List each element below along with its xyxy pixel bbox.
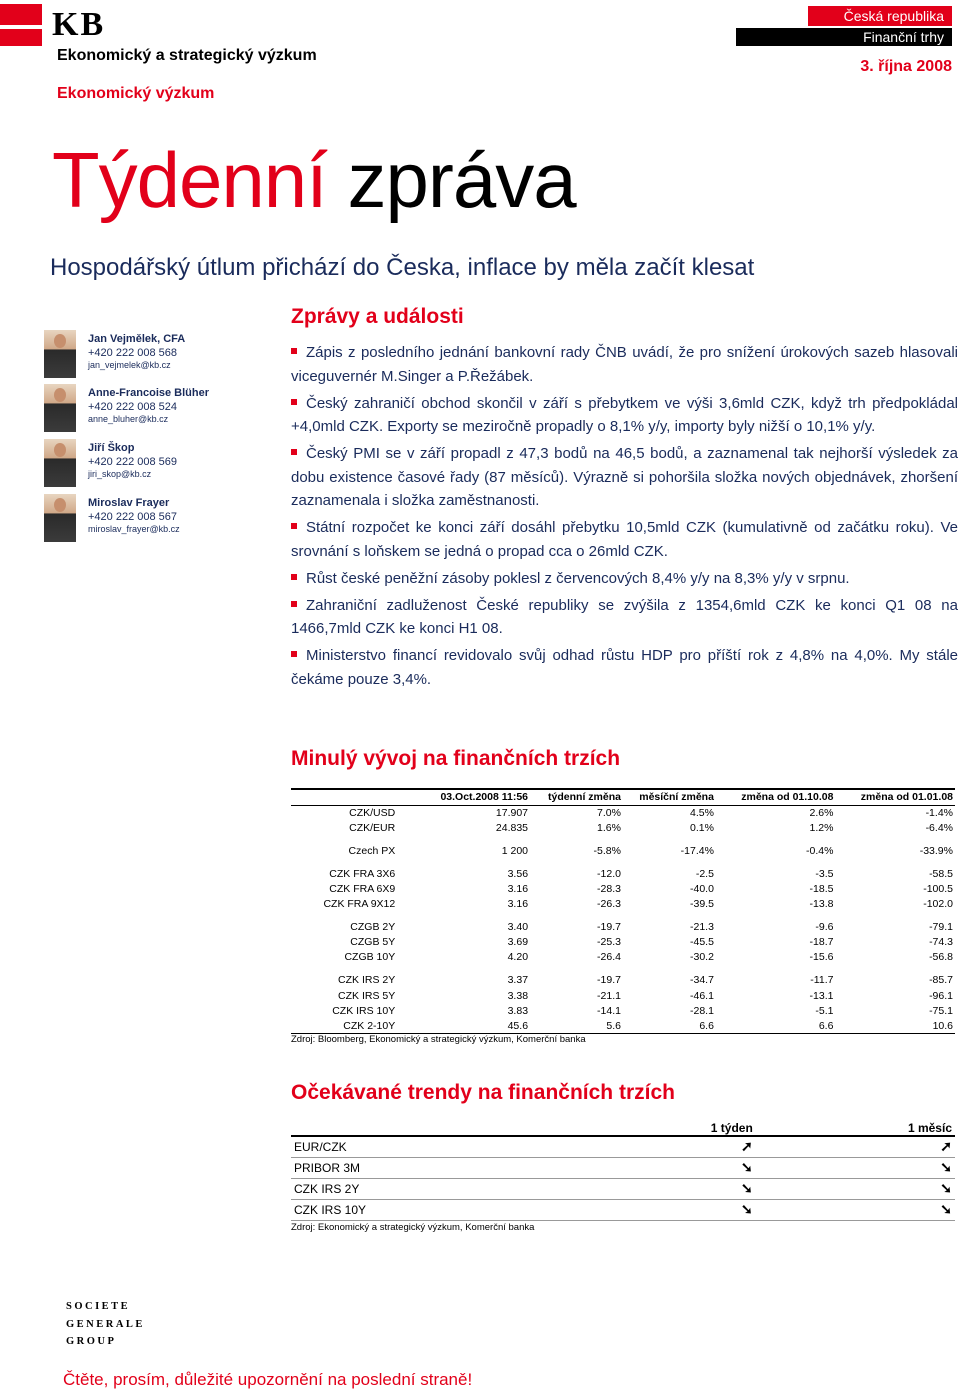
table-cell: -21.1 (597, 989, 621, 1002)
table-row (291, 805, 955, 820)
table-header-cell: změna od 01.10.08 (716, 789, 836, 805)
trends-title: Očekávané trendy na finančních trzích (291, 1081, 675, 1104)
news-item (291, 341, 958, 388)
analyst-photo (44, 494, 76, 542)
table-header-cell: měsíční změna (623, 789, 716, 805)
title-part-black: zpráva (326, 136, 576, 224)
table-cell: CZGB 5Y (350, 936, 396, 949)
spacer-cell (397, 912, 530, 920)
table-cell: 3.83 (507, 1004, 529, 1017)
spacer-cell (623, 965, 716, 973)
bullet-icon (291, 574, 297, 580)
table-row (291, 881, 955, 896)
societe-generale-logo (66, 1298, 145, 1351)
markets-title: Minulý vývoj na finančních trzích (291, 747, 621, 770)
table-row (291, 988, 955, 1003)
table-cell: -28.1 (690, 1004, 714, 1017)
bullet-icon (291, 449, 297, 455)
table-cell: -3.5 (815, 867, 834, 880)
table-cell: -2.5 (695, 867, 714, 880)
analyst-card (44, 439, 264, 487)
news-item-text: Státní rozpočet ke konci září dosáhl přebytku 10,5mld CZK (kumulativně od začátku roku). Ve srovnání s loňskem se jedná o propad cca o 26mld CZK. (291, 519, 958, 560)
sg-logo-line: SOCIETE (66, 1301, 131, 1312)
table-cell: 6.6 (623, 1018, 716, 1033)
table-header-cell: změna od 01.01.08 (835, 789, 955, 805)
table-cell: -30.2 (690, 951, 714, 964)
news-item-text: Růst české peněžní zásoby poklesl z červencových 8,4% y/y na 8,3% y/y v srpnu. (306, 569, 850, 587)
table-row (291, 1003, 955, 1018)
analyst-card (44, 494, 264, 542)
analyst-photo (44, 439, 76, 487)
country-label: Česká republika (808, 6, 952, 26)
trend-arrow-icon: ➚ (557, 1136, 756, 1157)
spacer-cell (623, 858, 716, 866)
report-date: 3. října 2008 (860, 58, 952, 75)
table-cell: -79.1 (929, 921, 953, 934)
table-cell: CZK 2-10Y (291, 1018, 397, 1033)
table-cell: -33.9% (919, 844, 953, 857)
table-row (291, 1199, 955, 1220)
table-cell: -85.7 (929, 974, 953, 987)
department: Ekonomický a strategický výzkum (57, 47, 317, 64)
table-row (291, 973, 955, 988)
markets-source: Zdroj: Bloomberg, Ekonomický a strategický výzkum, Komerční banka (291, 1034, 586, 1045)
table-cell: 45.6 (397, 1018, 530, 1033)
news-title: Zprávy a události (291, 305, 464, 328)
table-cell: -26.3 (597, 898, 621, 911)
analyst-email: miroslav_frayer@kb.cz (88, 524, 180, 534)
table-cell: 3.37 (507, 974, 529, 987)
table-cell: 7.0% (597, 806, 621, 819)
table-cell: -19.7 (597, 974, 621, 987)
kb-logo-text: KB (52, 6, 106, 43)
news-item-text: Ministerstvo financí revidovalo svůj odhad růstu HDP pro příští rok z 4,8% na 4,0%. My stále čekáme pouze 3,4%. (291, 647, 958, 688)
trend-label: CZK IRS 2Y (291, 1178, 557, 1199)
analyst-card (44, 384, 264, 432)
table-cell: CZK FRA 3X6 (329, 867, 396, 880)
table-cell: -6.4% (925, 821, 953, 834)
page-subtitle: Hospodářský útlum přichází do Česka, inflace by měla začít klesat (50, 254, 755, 281)
table-header-row (291, 789, 955, 805)
analyst-card (44, 330, 264, 378)
news-item-text: Zápis z posledního jednání bankovní rady ČNB uvádí, že pro snížení úrokových sazeb hlasovali viceguvernér M.Singer a P.Řežábek. (291, 344, 958, 385)
table-cell: -28.3 (597, 882, 621, 895)
table-cell: -21.3 (690, 921, 714, 934)
news-list (291, 341, 958, 695)
table-row (291, 820, 955, 835)
table-cell: -34.7 (690, 974, 714, 987)
trend-label: PRIBOR 3M (291, 1157, 557, 1178)
analyst-phone: +420 222 008 524 (88, 401, 178, 413)
news-item-text: Český zahraničí obchod skončil v září s přebytkem ve výši 3,6mld CZK, když trh předpokládal +4,0mld CZK. Exporty se meziročně propadly o 8,1% y/y, importy byly nižší o 10,1% y/y. (291, 394, 958, 435)
table-cell: -13.8 (809, 898, 834, 911)
table-cell: CZK FRA 9X12 (323, 898, 396, 911)
table-row (291, 935, 955, 950)
trend-label: CZK IRS 10Y (291, 1199, 557, 1220)
table-row (291, 1157, 955, 1178)
sg-logo-line: GROUP (66, 1336, 117, 1347)
table-cell: 10.6 (835, 1018, 955, 1033)
table-cell: 5.6 (530, 1018, 623, 1033)
table-cell: -14.1 (597, 1004, 621, 1017)
spacer-cell (397, 835, 530, 843)
table-cell: -39.5 (690, 898, 714, 911)
table-header-cell: 03.Oct.2008 11:56 (397, 789, 530, 805)
table-row (291, 920, 955, 935)
analyst-email: jiri_skop@kb.cz (88, 469, 152, 479)
table-spacer-row (291, 912, 955, 920)
table-cell: -102.0 (923, 898, 953, 911)
table-header-cell (291, 1120, 557, 1136)
trends-source: Zdroj: Ekonomický a strategický výzkum, Komerční banka (291, 1222, 535, 1233)
news-item (291, 567, 958, 591)
table-row (291, 1178, 955, 1199)
table-cell: -5.8% (593, 844, 621, 857)
table-cell: CZGB 2Y (350, 921, 396, 934)
table-cell: 17.907 (495, 806, 529, 819)
spacer-cell (835, 835, 955, 843)
table-cell: 3.16 (507, 882, 529, 895)
analyst-name: Miroslav Frayer (88, 497, 170, 509)
news-item (291, 594, 958, 641)
table-cell: -11.7 (810, 974, 834, 987)
trend-arrow-icon: ➚ (756, 1136, 955, 1157)
table-header-cell (291, 789, 397, 805)
table-header-cell: 1 týden (710, 1120, 753, 1135)
table-cell: -26.4 (597, 951, 621, 964)
table-row (291, 866, 955, 881)
spacer-cell (291, 858, 397, 866)
analyst-name: Jiří Škop (88, 442, 135, 454)
table-header-cell: týdenní změna (530, 789, 623, 805)
trend-arrow-icon: ➘ (557, 1157, 756, 1178)
analyst-photo (44, 330, 76, 378)
table-cell: 3.38 (507, 989, 529, 1002)
analyst-phone: +420 222 008 568 (88, 347, 178, 359)
table-cell: -74.3 (929, 936, 953, 949)
table-cell: -100.5 (923, 882, 953, 895)
table-cell: -75.1 (929, 1004, 953, 1017)
spacer-cell (530, 835, 623, 843)
table-cell: -18.7 (809, 936, 834, 949)
table-cell: -46.1 (690, 989, 714, 1002)
analyst-phone: +420 222 008 567 (88, 511, 178, 523)
bullet-icon (291, 523, 297, 529)
trends-table (291, 1120, 955, 1221)
table-cell: -58.5 (929, 867, 953, 880)
spacer-cell (530, 965, 623, 973)
market-label: Finanční trhy (736, 28, 952, 46)
analyst-phone: +420 222 008 569 (88, 456, 178, 468)
spacer-cell (623, 835, 716, 843)
news-item-text: Zahraniční zadluženost České republiky se zvýšila z 1354,6mld CZK ke konci Q1 08 na 1466,7mld CZK ke konci H1 08. (291, 596, 958, 637)
table-cell: -1.4% (925, 806, 953, 819)
table-cell: 1.2% (809, 821, 834, 834)
table-cell: 4.20 (507, 951, 529, 964)
news-item-text: Český PMI se v září propadl z 47,3 bodů na 46,5 bodů, a zaznamenal tak nejhorší výsledek za dobu existence časové řady (87 měsíců). Výrazně si pohoršila složka nových objednávek, zhoršení zaznamenala i složka zaměstnanosti. (291, 445, 958, 509)
table-cell: -25.3 (597, 936, 621, 949)
trend-label: EUR/CZK (291, 1136, 557, 1157)
table-cell: 3.16 (507, 898, 529, 911)
trend-arrow-icon: ➘ (756, 1199, 955, 1220)
bullet-icon (291, 399, 297, 405)
table-cell: Czech PX (348, 844, 396, 857)
analyst-name: Jan Vejmělek, CFA (88, 333, 186, 345)
spacer-cell (835, 965, 955, 973)
table-cell: 3.40 (507, 921, 529, 934)
table-cell: -19.7 (597, 921, 621, 934)
table-row (291, 1018, 955, 1033)
kb-logo-mark (0, 4, 42, 46)
trend-arrow-icon: ➘ (756, 1157, 955, 1178)
table-cell: -15.6 (809, 951, 834, 964)
spacer-cell (530, 912, 623, 920)
spacer-cell (835, 858, 955, 866)
table-cell: -0.4% (806, 844, 834, 857)
table-row (291, 1136, 955, 1157)
table-cell: 24.835 (495, 821, 529, 834)
bullet-icon (291, 651, 297, 657)
table-cell: CZK/USD (349, 806, 396, 819)
table-cell: CZK FRA 6X9 (329, 882, 396, 895)
markets-table (291, 788, 955, 1034)
spacer-cell (397, 858, 530, 866)
news-item (291, 516, 958, 563)
table-cell: 2.6% (809, 806, 834, 819)
spacer-cell (623, 912, 716, 920)
table-cell: 6.6 (716, 1018, 836, 1033)
table-cell: 3.69 (507, 936, 529, 949)
table-cell: 0.1% (690, 821, 714, 834)
table-spacer-row (291, 965, 955, 973)
table-cell: -56.8 (929, 951, 953, 964)
table-cell: -17.4% (680, 844, 714, 857)
analyst-name: Anne-Francoise Blüher (88, 387, 210, 399)
table-cell: CZK IRS 2Y (338, 974, 396, 987)
disclaimer-warning: Čtěte, prosím, důležité upozornění na poslední straně! (63, 1370, 473, 1389)
spacer-cell (530, 858, 623, 866)
table-cell: 1 200 (501, 844, 529, 857)
table-spacer-row (291, 858, 955, 866)
bullet-icon (291, 348, 297, 354)
table-header-row (291, 1120, 955, 1136)
spacer-cell (291, 965, 397, 973)
table-cell: 4.5% (690, 806, 714, 819)
table-cell: -96.1 (929, 989, 953, 1002)
table-cell: -18.5 (809, 882, 834, 895)
spacer-cell (716, 858, 836, 866)
trend-arrow-icon: ➘ (557, 1178, 756, 1199)
table-cell: -12.0 (597, 867, 621, 880)
table-cell: -45.5 (690, 936, 714, 949)
table-cell: -9.6 (815, 921, 834, 934)
table-row (291, 897, 955, 912)
page-title (52, 135, 576, 225)
table-cell: 1.6% (597, 821, 621, 834)
spacer-cell (716, 912, 836, 920)
table-cell: -40.0 (690, 882, 714, 895)
spacer-cell (716, 965, 836, 973)
table-cell: -13.1 (809, 989, 834, 1002)
bullet-icon (291, 601, 297, 607)
title-part-red: Týdenní (52, 136, 327, 224)
trend-arrow-icon: ➘ (557, 1199, 756, 1220)
sg-logo-line: GENERALE (66, 1318, 145, 1330)
table-cell: 3.56 (507, 867, 529, 880)
analyst-email: jan_vejmelek@kb.cz (88, 360, 171, 370)
spacer-cell (835, 912, 955, 920)
table-cell: CZGB 10Y (344, 951, 396, 964)
spacer-cell (291, 835, 397, 843)
news-item (291, 392, 958, 439)
spacer-cell (397, 965, 530, 973)
table-cell: CZK IRS 5Y (338, 989, 396, 1002)
table-spacer-row (291, 835, 955, 843)
spacer-cell (291, 912, 397, 920)
table-row (291, 843, 955, 858)
news-item (291, 442, 958, 513)
trend-arrow-icon: ➘ (756, 1178, 955, 1199)
subdepartment: Ekonomický výzkum (57, 85, 215, 102)
table-cell: CZK/EUR (349, 821, 396, 834)
analyst-photo (44, 384, 76, 432)
table-cell: -5.1 (815, 1004, 834, 1017)
table-header-cell: 1 měsíc (907, 1120, 952, 1135)
table-cell: CZK IRS 10Y (332, 1004, 396, 1017)
table-row (291, 950, 955, 965)
spacer-cell (716, 835, 836, 843)
news-item (291, 644, 958, 691)
analyst-email: anne_bluher@kb.cz (88, 414, 169, 424)
